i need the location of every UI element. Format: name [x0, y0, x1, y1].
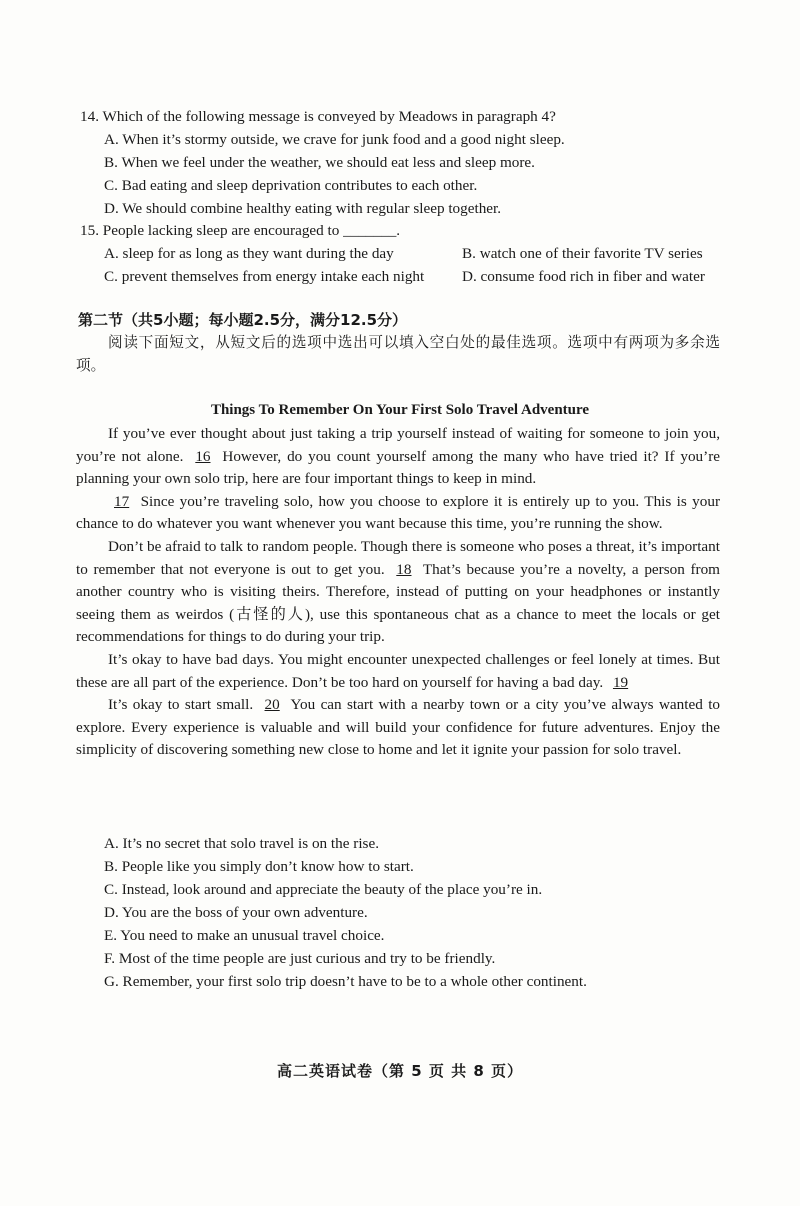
answer-option-d: D. You are the boss of your own adventure. — [104, 904, 368, 921]
question-15-option-d: D. consume food rich in fiber and water — [462, 268, 705, 285]
question-14-option-b: B. When we feel under the weather, we should eat less and sleep more. — [104, 154, 535, 171]
section-title: 第二节（共5小题；每小题2.5分，满分12.5分） — [78, 311, 408, 329]
blank-19: 19 — [612, 673, 629, 691]
blank-16: 16 — [195, 447, 211, 465]
paragraph-4: It’s okay to have bad days. You might encounter unexpected challenges or feel lonely at times. But these are all part of the experience. Don’t be too hard on yourself for having a bad day. 19 — [76, 650, 720, 691]
paragraph-5: It’s okay to start small. 20 You can start with a nearby town or a city you’ve always wanted to explore. Every experience is valuable and will build your confidence for future adventures. Enjoy the simplicity of discovering something new close to home and let it ignite your passion for solo travel. — [76, 696, 721, 759]
passage-title: Things To Remember On Your First Solo Travel Adventure — [210, 402, 590, 418]
question-15-option-a: A. sleep for as long as they want during the day — [104, 245, 394, 262]
answer-option-b: B. People like you simply don’t know how to start. — [104, 858, 414, 875]
passage-body — [76, 423, 720, 762]
blank-17: 17 — [114, 492, 130, 510]
answer-option-e: E. You need to make an unusual travel choice. — [104, 927, 385, 944]
question-14-option-a: A. When it’s stormy outside, we crave for junk food and a good night sleep. — [104, 131, 565, 148]
paragraph-1: If you’ve ever thought about just taking a trip yourself instead of waiting for someone to join you, you’re not alone. 16 However, do you count yourself among the many who have tried it? If you’re planning your own solo trip, here are four important things to keep in mind. — [76, 425, 721, 488]
question-15-option-b: B. watch one of their favorite TV series — [462, 245, 703, 262]
answer-option-g: G. Remember, your first solo trip doesn’t have to be to a whole other continent. — [104, 973, 587, 990]
blank-20: 20 — [264, 696, 280, 714]
page-footer: 高二英语试卷（第 5 页 共 8 页） — [277, 1062, 523, 1080]
answer-option-a: A. It’s no secret that solo travel is on the rise. — [104, 835, 379, 852]
paragraph-3: Don’t be afraid to talk to random people. Though there is someone who poses a threat, it’s important to remember that not everyone is out to get you. 18 That’s because you’re a novelty, a person from another country who is visiting theirs. Therefore, instead of putting on your headphones or instantly seeing them as weirdos (古怪的人), use this spontaneous chat as a chance to meet the locals or get recommendations for things to do during your trip. — [76, 537, 720, 646]
answer-option-c: C. Instead, look around and appreciate the beauty of the place you’re in. — [104, 881, 543, 898]
blank-18: 18 — [396, 560, 412, 578]
paragraph-2: 17 Since you’re traveling solo, how you choose to explore it is entirely up to you. This is your chance to do whatever you want whenever you want because this time, you’re running the show. — [76, 492, 720, 533]
section-instruction: 阅读下面短文，从短文后的选项中选出可以填入空白处的最佳选项。选项中有两项为多余选项。 — [76, 334, 720, 374]
question-14-option-c: C. Bad eating and sleep deprivation contributes to each other. — [104, 177, 478, 194]
question-15-stem: 15. People lacking sleep are encouraged to _______. — [80, 222, 401, 239]
question-14-stem: 14. Which of the following message is conveyed by Meadows in paragraph 4? — [80, 108, 556, 125]
question-15-option-c: C. prevent themselves from energy intake each night — [104, 268, 425, 285]
question-14-option-d: D. We should combine healthy eating with regular sleep together. — [104, 200, 502, 217]
answer-option-f: F. Most of the time people are just curious and try to be friendly. — [104, 950, 496, 967]
